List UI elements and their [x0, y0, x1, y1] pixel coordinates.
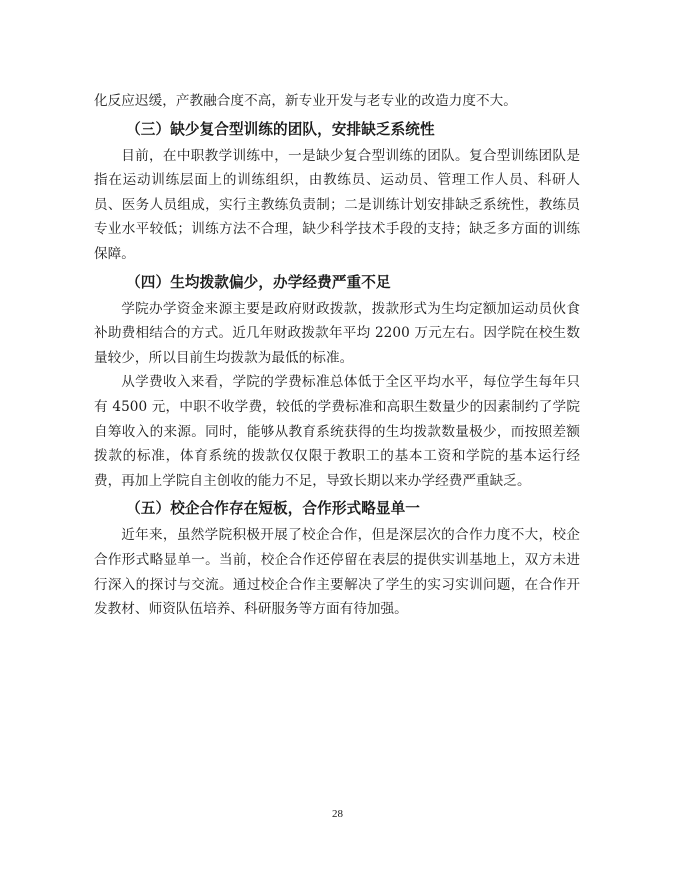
- section-heading-5: （五）校企合作存在短板，合作形式略显单一: [126, 500, 420, 518]
- section-heading-3: （三）缺少复合型训练的团队，安排缺乏系统性: [126, 120, 435, 138]
- section-4-paragraph-1: 学院办学资金来源主要是政府财政拨款，拨款形式为生均定额加运动员伙食补助费相结合的方式。近几年财政拨款年平均 2200 万元左右。因学院在校生数量较少，所以目前生均拨款为最低的标准。: [94, 300, 580, 366]
- section-heading-4: （四）生均拨款偏少，办学经费严重不足: [126, 273, 391, 291]
- continuation-paragraph: 化反应迟缓，产教融合度不高，新专业开发与老专业的改造力度不大。: [94, 93, 517, 109]
- section-4-paragraph-2: 从学费收入来看，学院的学费标准总体低于全区平均水平，每位学生每年只有 4500 元，中职不收学费，较低的学费标准和高职生数量少的因素制约了学院自筹收入的来源。同时，能够从教育系统获得的生均拨款数量极少，而按照差额拨款的标准，体育系统的拨款仅仅限于教职工的基本工资和学院的基本运行经费，再加上学院自主创收的能力不足，导致长期以来办学经费严重缺乏。: [94, 374, 580, 489]
- page-content: [94, 89, 580, 622]
- section-5-paragraph-1: 近年来，虽然学院积极开展了校企合作，但是深层次的合作力度不大，校企合作形式略显单一。当前，校企合作还停留在表层的提供实训基地上，双方未进行深入的探讨与交流。通过校企合作主要解决了学生的实习实训问题，在合作开发教材、师资队伍培养、科研服务等方面有待加强。: [94, 527, 580, 618]
- section-3-paragraph-1: 目前，在中职教学训练中，一是缺少复合型训练的团队。复合型训练团队是指在运动训练层面上的训练组织，由教练员、运动员、管理工作人员、科研人员、医务人员组成，实行主教练负责制；二是训练计划安排缺乏系统性，教练员专业水平较低；训练方法不合理，缺少科学技术手段的支持；缺乏多方面的训练保障。: [94, 147, 580, 262]
- page-number: 28: [332, 808, 343, 820]
